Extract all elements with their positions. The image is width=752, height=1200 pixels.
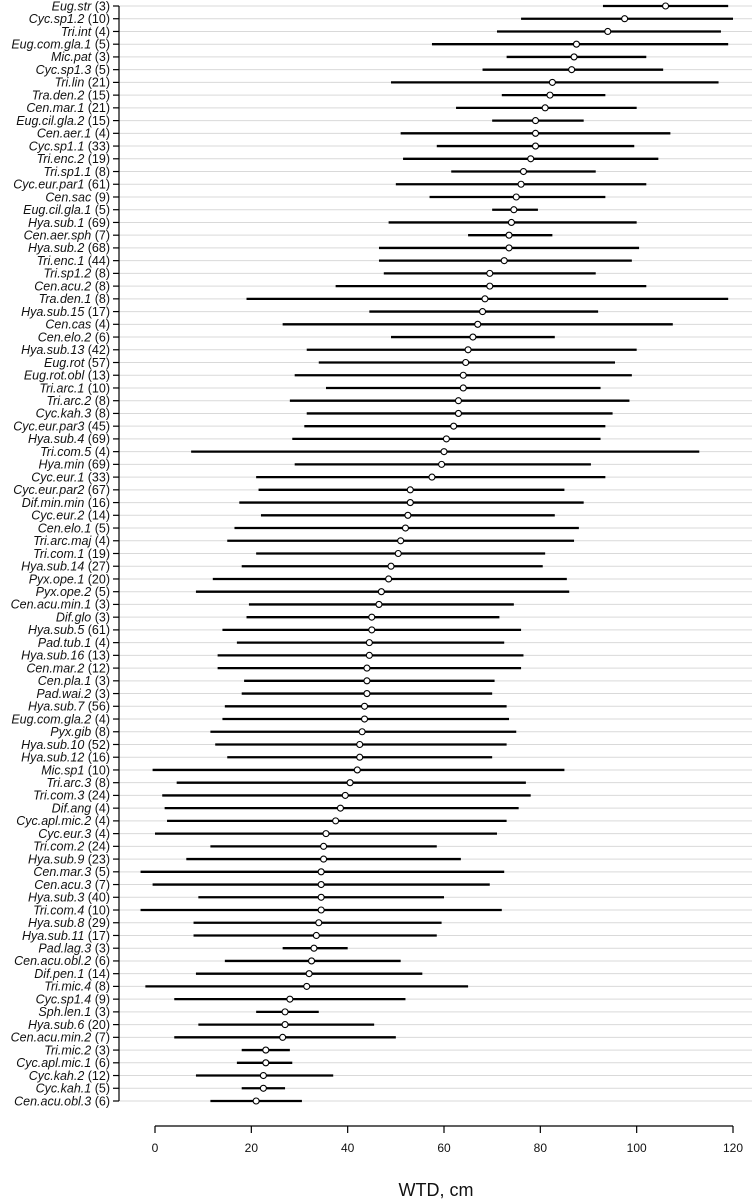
- taxon-count: (24): [84, 839, 110, 854]
- y-axis: [11, 0, 119, 1108]
- mean-point: [439, 461, 445, 467]
- taxon-name: Cen.aer.1: [36, 126, 92, 141]
- mean-point: [378, 589, 384, 595]
- taxon-count: (13): [84, 368, 110, 383]
- x-tick-label: 40: [340, 1141, 355, 1155]
- taxon-name: Cen.acu.obl.2: [14, 954, 92, 969]
- taxon-name: Cen.sac: [45, 190, 92, 205]
- taxon-count: (3): [91, 674, 110, 689]
- taxon-count: (5): [91, 1081, 110, 1096]
- taxon-count: (16): [84, 750, 110, 765]
- taxon-name: Cyc.apl.mic.1: [16, 1056, 92, 1071]
- taxon-count: (9): [91, 992, 110, 1007]
- taxon-name: Cen.pla.1: [37, 674, 92, 689]
- taxon-count: (4): [91, 444, 110, 459]
- taxon-name: Pad.lag.3: [38, 941, 92, 956]
- taxon-count: (69): [84, 457, 110, 472]
- mean-point: [369, 627, 375, 633]
- taxon-name: Hya.sub.5: [28, 623, 85, 638]
- taxon-name: Tri.sp1.1: [43, 164, 92, 179]
- taxon-name: Dif.ang: [51, 801, 92, 816]
- taxon-count: (44): [84, 253, 110, 268]
- taxon-name: Eug.cil.gla.2: [16, 113, 85, 128]
- taxon-count: (15): [84, 113, 110, 128]
- taxon-count: (61): [84, 177, 110, 192]
- taxon-count: (3): [91, 686, 110, 701]
- taxon-count: (4): [91, 317, 110, 332]
- taxon-name: Tri.enc.1: [36, 253, 85, 268]
- taxon-name: Hya.sub.10: [21, 737, 85, 752]
- x-tick-label: 100: [626, 1141, 647, 1155]
- taxon-name: Cyc.sp1.3: [35, 62, 92, 77]
- mean-point: [405, 512, 411, 518]
- taxon-count: (3): [91, 941, 110, 956]
- mean-point: [443, 436, 449, 442]
- taxon-name: Cen.mar.2: [26, 661, 85, 676]
- taxon-count: (3): [91, 610, 110, 625]
- mean-point: [364, 665, 370, 671]
- taxon-count: (20): [84, 1017, 110, 1032]
- taxon-name: Tra.den.2: [31, 88, 85, 103]
- mean-point: [482, 296, 488, 302]
- mean-point: [571, 54, 577, 60]
- taxon-name: Hya.sub.7: [28, 699, 85, 714]
- taxon-count: (3): [91, 0, 110, 14]
- taxon-name: Tri.arc.2: [46, 394, 92, 409]
- taxon-name: Eug.com.gla.1: [11, 37, 92, 52]
- x-axis: [152, 1126, 744, 1155]
- taxon-name: Hya.sub.3: [28, 890, 85, 905]
- taxon-count: (61): [84, 623, 110, 638]
- taxon-name: Hya.sub.8: [28, 916, 85, 931]
- taxon-name: Cyc.eur.par3: [13, 419, 85, 434]
- x-tick-label: 120: [722, 1141, 744, 1155]
- taxon-count: (5): [91, 865, 110, 880]
- mean-point: [463, 360, 469, 366]
- taxon-count: (8): [91, 292, 110, 307]
- mean-point: [520, 169, 526, 175]
- taxon-name: Cen.mar.1: [26, 101, 85, 116]
- mean-point: [318, 894, 324, 900]
- taxon-name: Tri.com.2: [33, 839, 85, 854]
- mean-point: [354, 767, 360, 773]
- taxon-count: (45): [84, 419, 110, 434]
- taxon-count: (4): [91, 801, 110, 816]
- taxon-count: (10): [84, 381, 110, 396]
- taxon-name: Pyx.gib: [50, 725, 92, 740]
- mean-point: [573, 41, 579, 47]
- taxon-name: Eug.cil.gla.1: [23, 203, 92, 218]
- taxon-name: Cyc.eur.2: [31, 508, 85, 523]
- mean-point: [357, 754, 363, 760]
- taxon-name: Hya.sub.1: [28, 215, 85, 230]
- taxon-name: Pad.tub.1: [37, 635, 92, 650]
- mean-point: [465, 347, 471, 353]
- taxon-name: Cyc.eur.3: [38, 826, 92, 841]
- mean-point: [333, 818, 339, 824]
- x-axis-title: WTD, cm: [398, 1180, 474, 1200]
- taxon-count: (7): [91, 1030, 110, 1045]
- taxon-count: (8): [91, 775, 110, 790]
- taxon-count: (3): [91, 597, 110, 612]
- mean-point: [318, 882, 324, 888]
- mean-point: [364, 691, 370, 697]
- taxon-name: Tri.arc.maj: [33, 534, 92, 549]
- taxon-count: (4): [91, 126, 110, 141]
- mean-point: [347, 780, 353, 786]
- mean-point: [316, 920, 322, 926]
- mean-point: [470, 334, 476, 340]
- mean-point: [280, 1034, 286, 1040]
- taxon-count: (56): [84, 699, 110, 714]
- taxon-count: (3): [91, 1043, 110, 1058]
- taxon-name: Cyc.sp1.4: [35, 992, 92, 1007]
- taxon-name: Hya.sub.15: [21, 304, 85, 319]
- taxon-count: (9): [91, 190, 110, 205]
- taxon-count: (6): [91, 330, 110, 345]
- taxon-count: (12): [84, 661, 110, 676]
- taxon-count: (5): [91, 62, 110, 77]
- mean-point: [513, 194, 519, 200]
- mean-point: [318, 869, 324, 875]
- mean-point: [357, 741, 363, 747]
- taxon-count: (21): [84, 101, 110, 116]
- mean-point: [309, 958, 315, 964]
- taxon-count: (10): [84, 12, 110, 27]
- x-tick-label: 20: [244, 1141, 259, 1155]
- mean-point: [311, 945, 317, 951]
- mean-point: [605, 28, 611, 34]
- mean-point: [253, 1098, 259, 1104]
- taxon-count: (12): [84, 1068, 110, 1083]
- mean-point: [366, 652, 372, 658]
- taxon-count: (3): [91, 1005, 110, 1020]
- taxon-count: (3): [91, 50, 110, 65]
- taxon-name: Cen.elo.2: [37, 330, 92, 345]
- taxon-name: Pyx.ope.1: [28, 572, 85, 587]
- mean-point: [402, 525, 408, 531]
- x-tick-label: 0: [151, 1141, 159, 1155]
- taxon-count: (5): [91, 521, 110, 536]
- taxon-name: Eug.com.gla.2: [11, 712, 92, 727]
- taxon-name: Eug.str: [51, 0, 92, 14]
- mean-point: [304, 983, 310, 989]
- mean-point: [480, 309, 486, 315]
- taxon-name: Cen.acu.2: [34, 279, 92, 294]
- taxon-name: Cen.mar.3: [33, 865, 92, 880]
- taxon-count: (6): [91, 1094, 110, 1109]
- taxon-name: Sph.len.1: [38, 1005, 92, 1020]
- taxon-count: (24): [84, 788, 110, 803]
- mean-point: [569, 67, 575, 73]
- mean-point: [323, 831, 329, 837]
- mean-point: [366, 640, 372, 646]
- taxon-count: (23): [84, 852, 110, 867]
- taxon-name: Hya.sub.4: [28, 432, 85, 447]
- taxon-count: (4): [91, 534, 110, 549]
- mean-point: [487, 283, 493, 289]
- taxon-count: (29): [84, 916, 110, 931]
- y-tick-label: [14, 1094, 110, 1108]
- mean-point: [533, 130, 539, 136]
- taxon-name: Mic.pat: [50, 50, 92, 65]
- taxon-count: (17): [84, 304, 110, 319]
- taxon-count: (69): [84, 432, 110, 447]
- mean-point: [376, 601, 382, 607]
- taxon-name: Cyc.eur.par1: [13, 177, 85, 192]
- mean-point: [460, 372, 466, 378]
- taxon-name: Cen.acu.obl.3: [14, 1094, 92, 1109]
- mean-point: [263, 1060, 269, 1066]
- taxon-name: Tra.den.1: [38, 292, 92, 307]
- mean-point: [487, 270, 493, 276]
- taxon-count: (57): [84, 355, 110, 370]
- taxon-count: (7): [91, 228, 110, 243]
- taxon-name: Cyc.sp1.1: [28, 139, 85, 154]
- taxon-count: (21): [84, 75, 110, 90]
- taxon-name: Tri.sp1.2: [43, 266, 92, 281]
- taxon-count: (5): [91, 203, 110, 218]
- mean-point: [511, 207, 517, 213]
- mean-point: [369, 614, 375, 620]
- taxon-name: Tri.arc.1: [39, 381, 85, 396]
- mean-point: [501, 258, 507, 264]
- taxon-name: Tri.com.4: [33, 903, 85, 918]
- taxon-name: Cyc.apl.mic.2: [16, 814, 92, 829]
- taxon-count: (42): [84, 343, 110, 358]
- taxon-count: (27): [84, 559, 110, 574]
- taxon-count: (19): [84, 152, 110, 167]
- mean-point: [455, 410, 461, 416]
- mean-point: [475, 321, 481, 327]
- taxon-count: (67): [84, 483, 110, 498]
- taxon-count: (33): [84, 139, 110, 154]
- taxon-name: Tri.enc.2: [36, 152, 85, 167]
- taxon-count: (7): [91, 877, 110, 892]
- mean-point: [506, 232, 512, 238]
- taxon-name: Pyx.ope.2: [35, 584, 92, 599]
- taxon-count: (4): [91, 635, 110, 650]
- mean-point: [407, 500, 413, 506]
- taxon-count: (68): [84, 241, 110, 256]
- mean-point: [549, 79, 555, 85]
- mean-point: [362, 716, 368, 722]
- taxon-name: Tri.arc.3: [46, 775, 92, 790]
- mean-point: [542, 105, 548, 111]
- taxon-count: (5): [91, 584, 110, 599]
- taxon-count: (15): [84, 88, 110, 103]
- taxon-name: Cen.cas: [45, 317, 92, 332]
- mean-point: [395, 551, 401, 557]
- mean-point: [313, 932, 319, 938]
- taxon-name: Hya.sub.9: [28, 852, 85, 867]
- taxon-name: Dif.min.min: [21, 495, 85, 510]
- mean-point: [622, 16, 628, 22]
- taxon-name: Tri.com.3: [33, 788, 85, 803]
- taxon-count: (19): [84, 546, 110, 561]
- taxon-count: (14): [84, 508, 110, 523]
- taxon-name: Hya.sub.16: [21, 648, 85, 663]
- taxon-count: (8): [91, 979, 110, 994]
- mean-point: [429, 474, 435, 480]
- taxon-count: (52): [84, 737, 110, 752]
- mean-point: [506, 245, 512, 251]
- taxon-name: Hya.min: [38, 457, 85, 472]
- taxon-count: (14): [84, 966, 110, 981]
- taxon-count: (10): [84, 903, 110, 918]
- taxon-count: (8): [91, 406, 110, 421]
- taxon-count: (4): [91, 24, 110, 39]
- x-tick-label: 60: [437, 1141, 451, 1155]
- mean-point: [263, 1047, 269, 1053]
- mean-point: [398, 538, 404, 544]
- mean-point: [508, 219, 514, 225]
- taxon-count: (33): [84, 470, 110, 485]
- taxon-count: (69): [84, 215, 110, 230]
- mean-point: [359, 729, 365, 735]
- taxon-name: Eug.rot: [43, 355, 85, 370]
- taxon-name: Cen.acu.min.1: [10, 597, 92, 612]
- taxon-name: Eug.rot.obl: [23, 368, 85, 383]
- taxon-count: (8): [91, 394, 110, 409]
- taxon-name: Cyc.kah.2: [28, 1068, 85, 1083]
- mean-point: [663, 3, 669, 9]
- mean-point: [260, 1073, 266, 1079]
- taxon-name: Hya.sub.2: [28, 241, 85, 256]
- mean-point: [533, 143, 539, 149]
- mean-point: [364, 678, 370, 684]
- taxon-name: Tri.int: [60, 24, 92, 39]
- taxon-count: (10): [84, 763, 110, 778]
- mean-point: [460, 385, 466, 391]
- mean-point: [528, 156, 534, 162]
- taxon-name: Mic.sp1: [41, 763, 85, 778]
- taxon-name: Hya.sub.14: [21, 559, 85, 574]
- taxon-name: Dif.glo: [55, 610, 92, 625]
- taxon-name: Cyc.eur.1: [31, 470, 85, 485]
- taxon-name: Cyc.kah.1: [35, 1081, 92, 1096]
- mean-point: [451, 423, 457, 429]
- taxon-name: Cyc.kah.3: [35, 406, 92, 421]
- mean-point: [337, 805, 343, 811]
- taxon-count: (6): [91, 1056, 110, 1071]
- mean-point: [321, 843, 327, 849]
- taxon-count: (20): [84, 572, 110, 587]
- taxon-name: Cyc.sp1.2: [28, 12, 85, 27]
- taxon-name: Tri.com.5: [40, 444, 92, 459]
- mean-point: [407, 487, 413, 493]
- mean-point: [455, 398, 461, 404]
- taxon-count: (13): [84, 648, 110, 663]
- mean-point: [547, 92, 553, 98]
- taxon-count: (8): [91, 725, 110, 740]
- taxon-name: Tri.mic.2: [44, 1043, 92, 1058]
- taxon-count: (4): [91, 814, 110, 829]
- mean-point: [282, 1009, 288, 1015]
- mean-point: [287, 996, 293, 1002]
- taxon-count: (6): [91, 954, 110, 969]
- taxon-name: Tri.mic.4: [44, 979, 92, 994]
- taxon-name: Cen.acu.min.2: [10, 1030, 92, 1045]
- mean-point: [342, 792, 348, 798]
- taxon-name: Tri.com.1: [33, 546, 85, 561]
- taxon-count: (5): [91, 37, 110, 52]
- taxon-name: Hya.sub.12: [21, 750, 85, 765]
- mean-point: [386, 576, 392, 582]
- taxon-count: (17): [84, 928, 110, 943]
- taxon-name: Cen.acu.3: [34, 877, 92, 892]
- taxon-name: Tri.lin: [54, 75, 85, 90]
- taxon-name: Hya.sub.6: [28, 1017, 85, 1032]
- mean-point: [306, 971, 312, 977]
- taxon-name: Pad.wai.2: [36, 686, 92, 701]
- taxon-name: Cen.aer.sph: [23, 228, 92, 243]
- taxon-name: Cen.elo.1: [37, 521, 92, 536]
- mean-point: [321, 856, 327, 862]
- taxon-name: Cyc.eur.par2: [13, 483, 85, 498]
- mean-point: [388, 563, 394, 569]
- mean-point: [282, 1022, 288, 1028]
- mean-point: [518, 181, 524, 187]
- taxon-name: Hya.sub.11: [21, 928, 85, 943]
- mean-point: [441, 449, 447, 455]
- taxon-count: (8): [91, 266, 110, 281]
- taxon-count: (40): [84, 890, 110, 905]
- taxon-count: (4): [91, 712, 110, 727]
- taxon-name: Hya.sub.13: [21, 343, 85, 358]
- mean-point: [362, 703, 368, 709]
- mean-point: [533, 118, 539, 124]
- taxon-name: Dif.pen.1: [34, 966, 85, 981]
- taxon-count: (8): [91, 164, 110, 179]
- taxon-count: (8): [91, 279, 110, 294]
- taxon-count: (4): [91, 826, 110, 841]
- mean-point: [260, 1085, 266, 1091]
- taxon-count: (16): [84, 495, 110, 510]
- mean-point: [318, 907, 324, 913]
- x-tick-label: 80: [533, 1141, 548, 1155]
